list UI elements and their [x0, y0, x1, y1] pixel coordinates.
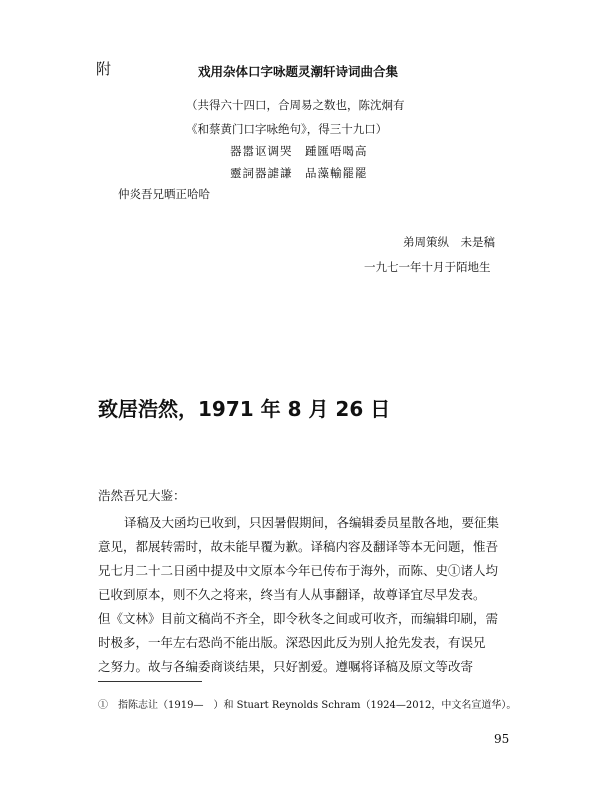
appendix-signature-date: 一九七一年十月于陌地生	[364, 260, 491, 274]
appendix-note-line: （共得六十四口，合周易之数也，陈沈炯有	[186, 98, 405, 112]
appendix-title: 戏用杂体口字咏题灵潮轩诗词曲合集	[198, 64, 399, 79]
appendix-signature-author: 弟周策纵 未是稿	[403, 235, 495, 249]
letter-body-line: 但《文林》目前文稿尚不齐全，即令秋冬之间或可收齐，而编辑印刷，需	[98, 611, 499, 626]
appendix-dedication: 仲炎吾兄晒正哈哈	[118, 187, 210, 201]
letter-body-line: 兄七月二十二日函中提及中文原本今年已传布于海外，而陈、史①诸人均	[98, 563, 499, 578]
letter-heading: 致居浩然，1971 年 8 月 26 日	[98, 397, 391, 421]
letter-body-line: 意见，都展转需时，故未能早覆为歉。译稿内容及翻译等本无问题，惟吾	[98, 539, 499, 554]
letter-salutation: 浩然吾兄大鉴：	[98, 488, 186, 503]
letter-body-line: 之努力。故与各编委商谈结果，只好割爱。遵嘱将译稿及原文等改寄	[98, 659, 474, 674]
letter-body-line: 时极多，一年左右恐尚不能出版。深恐因此反为别人抢先发表，有误兄	[98, 635, 486, 650]
appendix-poem-line: 靈詞器謔謙 品藻輸罷罷	[230, 166, 368, 180]
appendix-note-line: 《和蔡黄门口字咏绝句》，得三十九口）	[186, 122, 388, 136]
footnote-divider	[98, 681, 202, 682]
footnote: ① 指陈志让（1919— ）和 Stuart Reynolds Schram（1924—2012，中文名宣道华）。	[98, 700, 517, 711]
appendix-mark: 附	[96, 60, 112, 78]
page-number: 95	[494, 732, 510, 746]
letter-body-line: 译稿及大函均已收到，只因暑假期间，各编辑委员星散各地，要征集	[124, 515, 500, 530]
appendix-poem-line: 器嚣讴调哭 踵匯唔喝高	[230, 144, 368, 158]
letter-body-line: 已收到原本，则不久之将来，终当有人从事翻译，故尊译宜尽早发表。	[98, 587, 486, 602]
